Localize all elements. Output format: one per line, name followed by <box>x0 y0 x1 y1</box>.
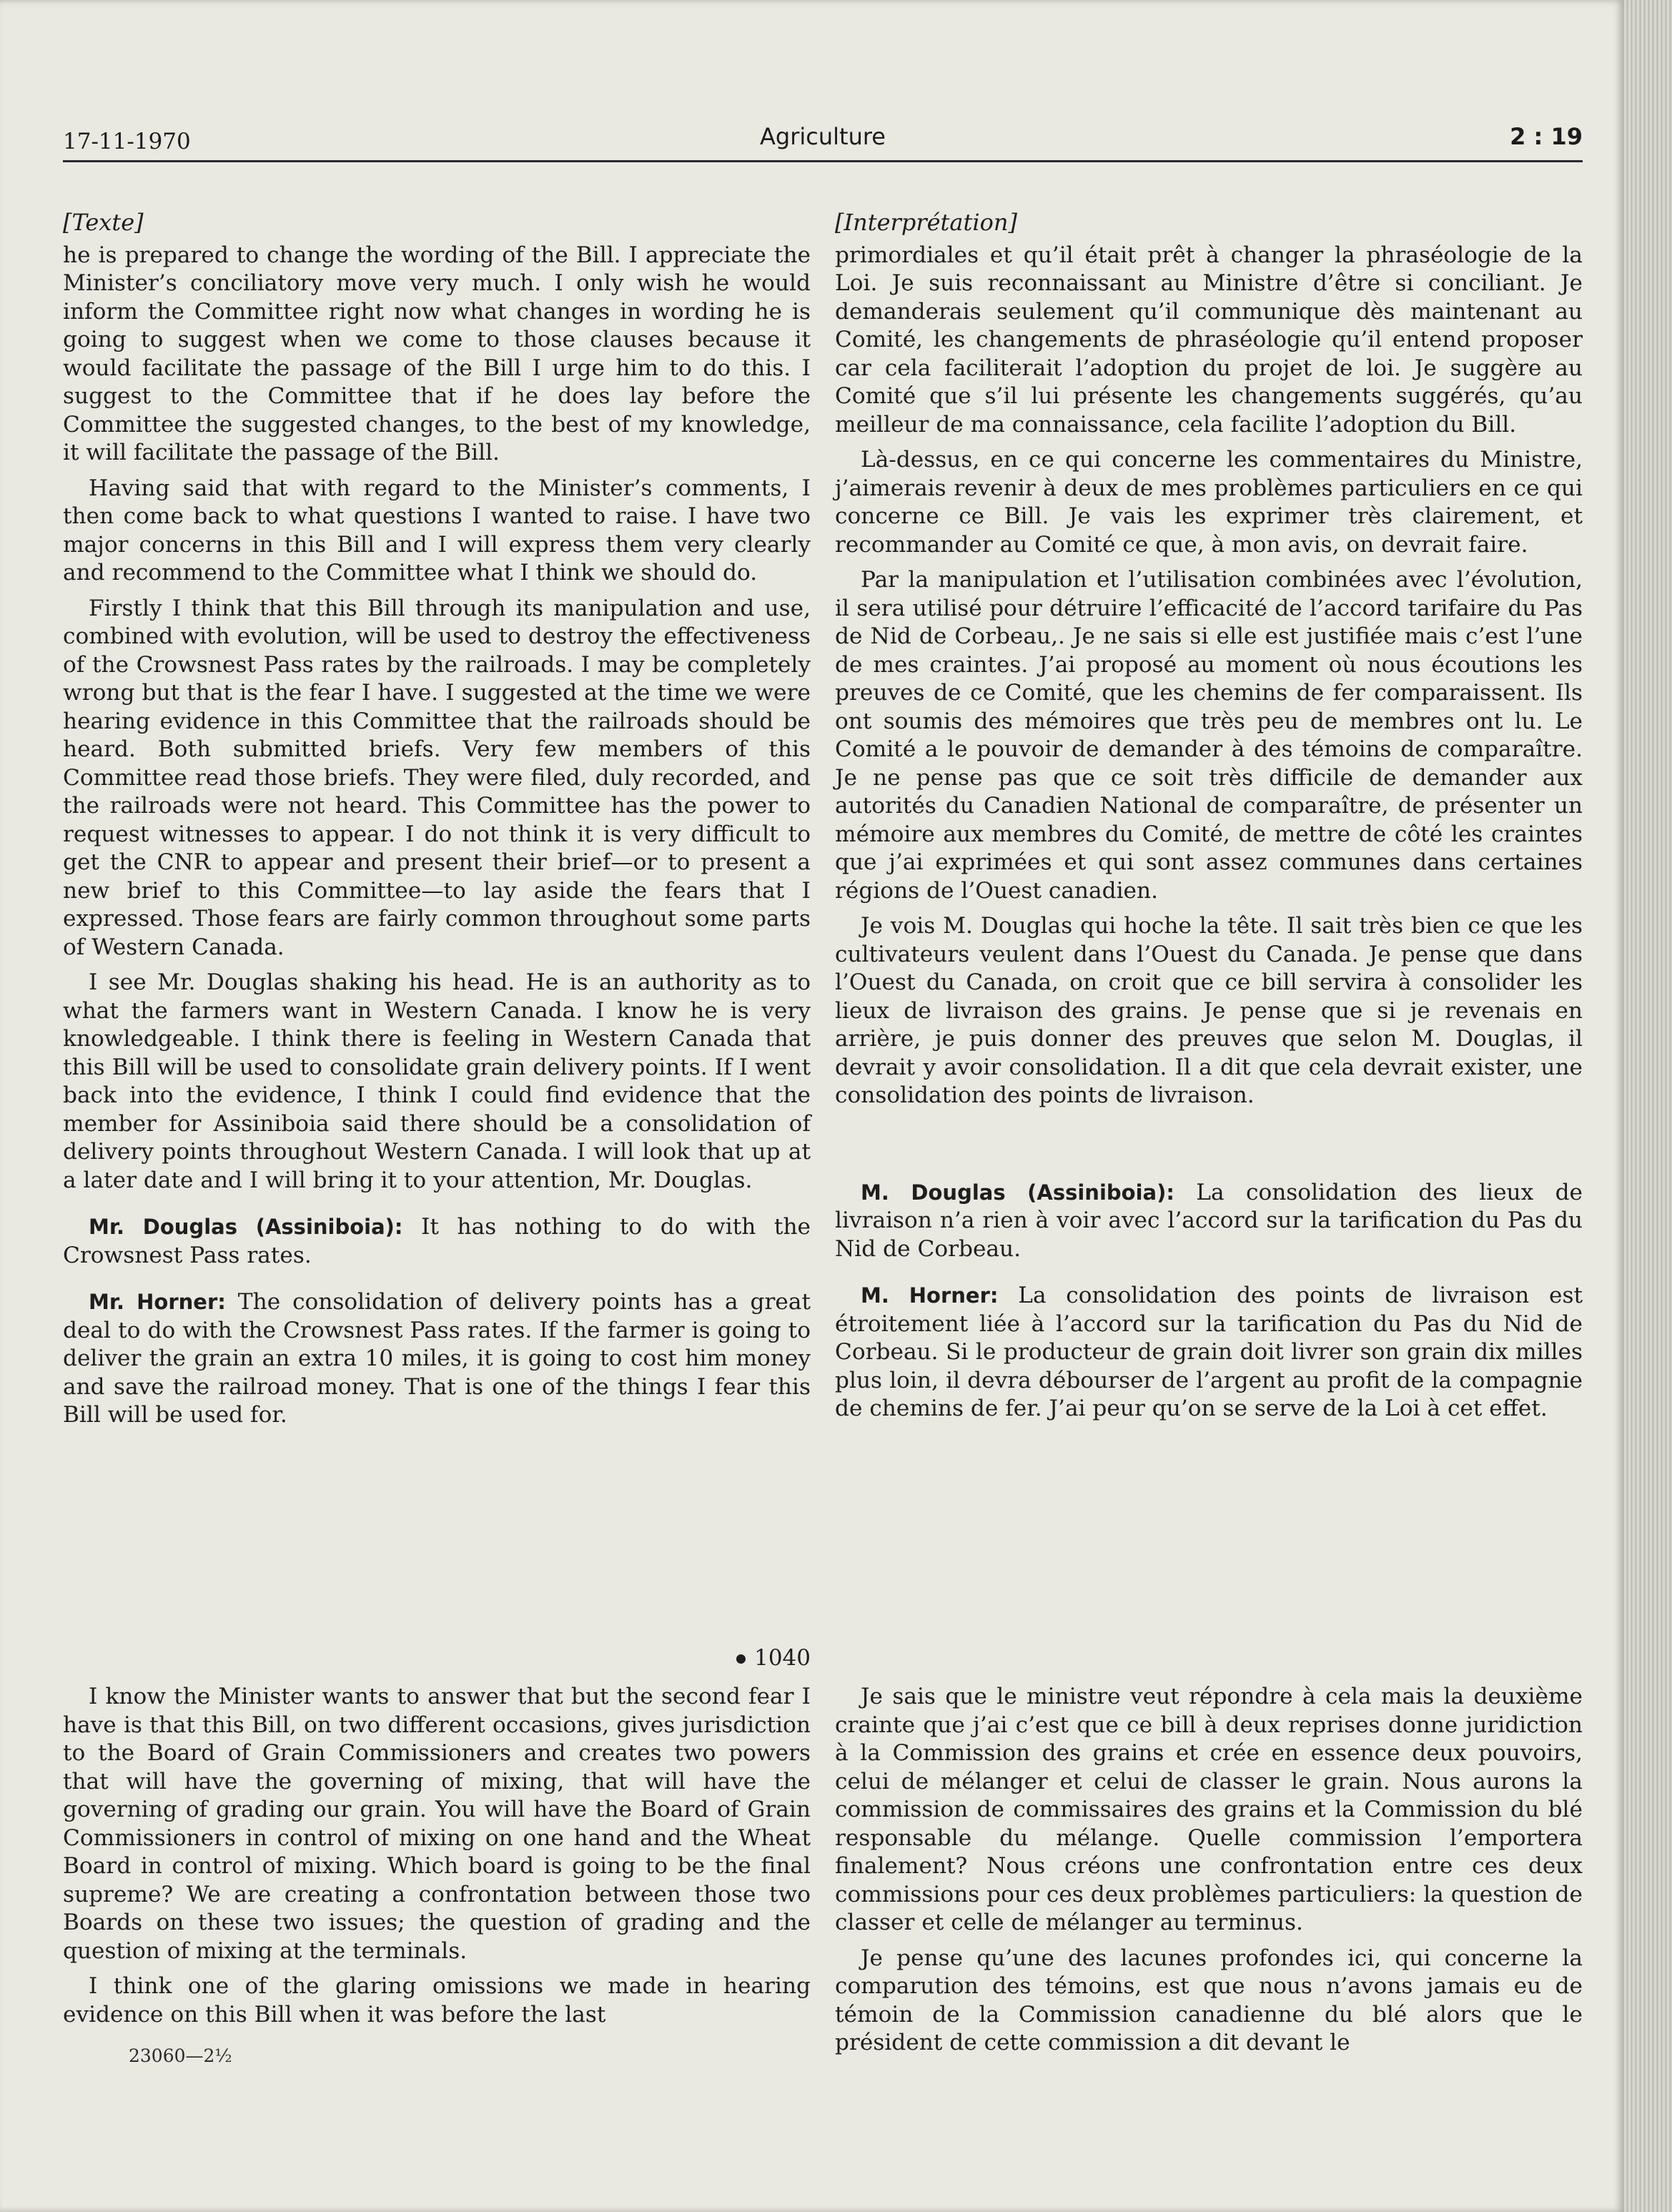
french-column-top <box>835 209 1583 1431</box>
english-column-top <box>63 209 811 1437</box>
page-stack-edge <box>1624 0 1672 2212</box>
column-label: [Texte] <box>63 209 144 236</box>
speaker-name: Mr. Douglas (Assiniboia): <box>89 1215 403 1239</box>
header-date: 17-11-1970 <box>63 129 191 154</box>
speech-text: The consolidation of delivery points has a great deal to do with the Crowsnest Pass rates. If the farmer is going to deliver the grain an extra 10 miles, it is going to cost him money and save the railroad money. That is one of the things I fear this Bill will be used for. <box>63 1289 811 1428</box>
paragraph: Là-dessus, en ce qui concerne les commentaires du Ministre, j’aimerais revenir à deux de mes problèmes particuliers en ce qui concerne ce Bill. Je vais les exprimer très clairement, et recommander au Comité ce que, à mon avis, on devrait faire. <box>835 447 1583 558</box>
speaker-name: M. Douglas (Assiniboia): <box>861 1180 1174 1205</box>
paragraph: Firstly I think that this Bill through its manipulation and use, combined with evolution, will be used to destroy the effectiveness of the Crowsnest Pass rates by the railroads. I may be completely wrong but that is the fear I have. I suggested at the time we were hearing evidence in this Committee that the railroads should be heard. Both submitted briefs. Very few members of this Committee read those briefs. They were filed, duly recorded, and the railroads were not heard. This Committee has the power to request witnesses to appear. I do not think it is very difficult to get the CNR to appear and present their brief—or to present a new brief to this Committee—to lay aside the fears that I expressed. Those fears are fairly common throughout some parts of Western Canada. <box>63 595 811 960</box>
speech-douglas <box>63 1213 811 1270</box>
paragraph: Having said that with regard to the Minister’s comments, I then come back to what questions I wanted to raise. I have two major concerns in this Bill and I will express them very clearly and recommend to the Committee what I think we should do. <box>63 475 811 586</box>
paragraph: I see Mr. Douglas shaking his head. He is an authority as to what the farmers want in Western Canada. I know he is very knowledgeable. I think there is feeling in Western Canada that this Bill will be used to consolidate grain delivery points. If I went back into the evidence, I think I could find evidence that the member for Assiniboia said there should be a consolidation of delivery points throughout Western Canada. I will look that up at a later date and I will bring it to your attention, Mr. Douglas. <box>63 969 811 1193</box>
speech-horner <box>63 1288 811 1430</box>
header-title: Agriculture <box>760 123 886 150</box>
speech-text: La consolidation des lieux de livraison n’a rien à voir avec l’accord sur la tarification du Pas du Nid de Corbeau. <box>835 1179 1583 1262</box>
french-column-bottom <box>835 1683 1583 2065</box>
paragraph: Par la manipulation et l’utilisation combinées avec l’évolution, il sera utilisé pour détruire l’efficacité de l’accord tarifaire du Pas de Nid de Corbeau,. Je ne sais si elle est justifiée mais c’est l’une de mes craintes. J’ai proposé au moment où nous écoutions les preuves de ce Comité, que les chemins de fer comparaissent. Ils ont soumis des mémoires que très peu de membres ont lu. Le Comité a le pouvoir de demander à des témoins de comparaître. Je ne pense pas que ce soit très difficile de demander aux autorités du Canadien National de comparaître, de présenter un mémoire aux membres du Comité, de mettre de côté les craintes que j’ai exprimées et qui sont assez communes dans certaines régions de l’Ouest canadien. <box>835 567 1583 904</box>
column-label: [Interprétation] <box>835 209 1017 236</box>
speaker-name: M. Horner: <box>861 1283 999 1308</box>
speaker-name: Mr. Horner: <box>89 1290 226 1314</box>
speech-douglas <box>835 1179 1583 1264</box>
page-header <box>63 123 1583 162</box>
time-marker <box>715 1645 811 1671</box>
print-code: 23060—2½ <box>129 2045 232 2066</box>
header-page-number: 2 : 19 <box>1510 123 1583 150</box>
paragraph: I think one of the glaring omissions we made in hearing evidence on this Bill when it was before the last <box>63 1973 811 2028</box>
paragraph: Je sais que le ministre veut répondre à cela mais la deuxième crainte que j’ai c’est que ce bill à deux reprises donne juridiction à la Commission des grains et crée en essence deux pouvoirs, celui de mélanger et celui de classer le grain. Nous aurons la commission de commissaires des grains et la Commission du blé responsable du mélange. Quelle commission l’emportera finalement? Nous créons une confrontation entre ces deux commissions pour ces deux problèmes particuliers: la question de classer et celle de mélanger au terminus. <box>835 1684 1583 1935</box>
paragraph: primordiales et qu’il était prêt à changer la phraséologie de la Loi. Je suis reconnaissant au Ministre d’être si conciliant. Je demanderais seulement qu’il communique dès maintenant au Comité, les changements de phraséologie qu’il entend proposer car cela faciliterait l’adoption du projet de loi. Je suggère au Comité que s’il lui présente les changements suggérés, qu’au meilleur de ma connaissance, cela facilite l’adoption du Bill. <box>835 242 1583 438</box>
time-marker-text: 1040 <box>754 1645 811 1671</box>
speech-horner <box>835 1282 1583 1423</box>
speech-text: La consolidation des points de livraison est étroitement liée à l’accord sur la tarification du Pas du Nid de Corbeau. Si le producteur de grain doit livrer son grain dix milles plus loin, il devra débourser de l’argent au profit de la compagnie de chemins de fer. J’ai peur qu’on se serve de la Loi à cet effet. <box>835 1283 1583 1421</box>
speech-text: It has nothing to do with the Crowsnest Pass rates. <box>63 1214 811 1268</box>
paragraph: Je pense qu’une des lacunes profondes ici, qui concerne la comparution des témoins, est que nous n’avons jamais eu de témoin de la Commission canadienne du blé alors que le président de cette commission a dit devant le <box>835 1945 1583 2055</box>
paragraph: Je vois M. Douglas qui hoche la tête. Il sait très bien ce que les cultivateurs veulent dans l’Ouest du Canada. Je pense que dans l’Ouest du Canada, on croit que ce bill servira à consolider les lieux de livraison des grains. Je pense que si je revenais en arrière, je puis donner des preuves que selon M. Douglas, il devrait y avoir consolidation. Il a dit que cela devrait exister, une consolidation des points de livraison. <box>835 913 1583 1108</box>
paragraph: he is prepared to change the wording of the Bill. I appreciate the Minister’s conciliatory move very much. I only wish he would inform the Committee right now what changes in wording he is going to suggest when we come to those clauses because it would facilitate the passage of the Bill I urge him to do this. I suggest to the Committee that if he does lay before the Committee the suggested changes, to the best of my knowledge, it will facilitate the passage of the Bill. <box>63 242 811 465</box>
bullet-icon <box>736 1654 746 1664</box>
paragraph: I know the Minister wants to answer that but the second fear I have is that this Bill, on two different occasions, gives jurisdiction to the Board of Grain Commissioners and creates two powers that will have the governing of mixing, that will have the governing of grading our grain. You will have the Board of Grain Commissioners in control of mixing on one hand and the Wheat Board in control of mixing. Which board is going to be the final supreme? We are creating a confrontation between those two Boards on these two issues; the question of grading and the question of mixing at the terminals. <box>63 1684 811 1964</box>
english-column-bottom <box>63 1683 811 2036</box>
